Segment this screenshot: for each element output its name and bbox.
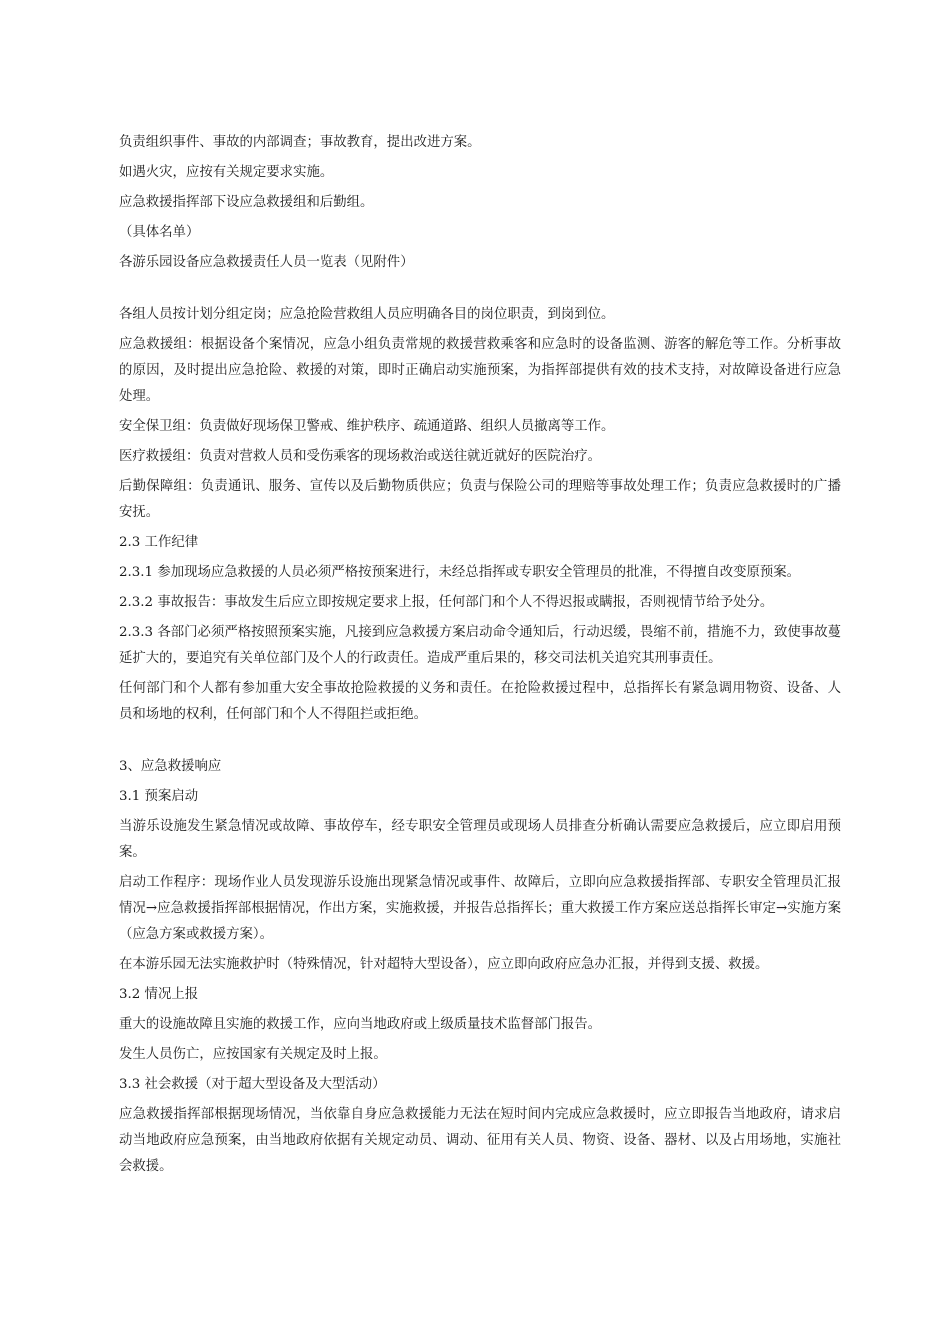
paragraph: 任何部门和个人都有参加重大安全事故抢险救援的义务和责任。在抢险救援过程中，总指挥长有紧急调用物资、设备、人员和场地的权利，任何部门和个人不得阻拦或拒绝。 xyxy=(119,681,841,722)
paragraph: 各游乐园设备应急救援责任人员一览表（见附件） xyxy=(119,255,414,270)
paragraph: 应急救援指挥部下设应急救援组和后勤组。 xyxy=(119,195,374,210)
paragraph: 安全保卫组：负责做好现场保卫警戒、维护秩序、疏通道路、组织人员撤离等工作。 xyxy=(119,419,615,434)
section-heading: 2.3 工作纪律 xyxy=(119,535,199,550)
blank-line xyxy=(119,280,841,302)
paragraph: 各组人员按计划分组定岗；应急抢险营救组人员应明确各目的岗位职责，到岗到位。 xyxy=(119,307,615,322)
paragraph: 在本游乐园无法实施救护时（特殊情况，针对超特大型设备），应立即向政府应急办汇报，并得到支援、救援。 xyxy=(119,957,769,972)
paragraph: 2.3.1 参加现场应急救援的人员必须严格按预案进行，未经总指挥或专职安全管理员的批准，不得擅自改变原预案。 xyxy=(119,565,801,580)
paragraph: 负责组织事件、事故的内部调查；事故教育，提出改进方案。 xyxy=(119,135,481,150)
document-body xyxy=(119,130,841,1184)
paragraph: 重大的设施故障且实施的救援工作，应向当地政府或上级质量技术监督部门报告。 xyxy=(119,1017,602,1032)
paragraph: （具体名单） xyxy=(119,225,200,240)
paragraph: 后勤保障组：负责通讯、服务、宣传以及后勤物质供应；负责与保险公司的理赔等事故处理工作；负责应急救援时的广播安抚。 xyxy=(119,479,841,520)
paragraph: 如遇火灾，应按有关规定要求实施。 xyxy=(119,165,334,180)
paragraph: 应急救援指挥部根据现场情况，当依靠自身应急救援能力无法在短时间内完成应急救援时，应立即报告当地政府，请求启动当地政府应急预案，由当地政府依据有关规定动员、调动、征用有关人员、物资、设备、器材、以及占用场地，实施社会救援。 xyxy=(119,1107,841,1174)
blank-line xyxy=(119,732,841,754)
paragraph: 应急救援组：根据设备个案情况，应急小组负责常规的救援营救乘客和应急时的设备监测、游客的解危等工作。分析事故的原因，及时提出应急抢险、救援的对策，即时正确启动实施预案，为指挥部提供有效的技术支持，对故障设备进行应急处理。 xyxy=(119,337,841,404)
paragraph: 启动工作程序：现场作业人员发现游乐设施出现紧急情况或事件、故障后，立即向应急救援指挥部、专职安全管理员汇报情况→应急救援指挥部根据情况，作出方案，实施救援，并报告总指挥长；重大救援工作方案应送总指挥长审定→实施方案（应急方案或救援方案）。 xyxy=(119,875,841,942)
section-heading: 3.3 社会救援（对于超大型设备及大型活动） xyxy=(119,1077,386,1092)
paragraph: 2.3.2 事故报告：事故发生后应立即按规定要求上报，任何部门和个人不得迟报或瞒报，否则视情节给予处分。 xyxy=(119,595,774,610)
paragraph: 发生人员伤亡，应按国家有关规定及时上报。 xyxy=(119,1047,387,1062)
paragraph: 医疗救援组：负责对营救人员和受伤乘客的现场救治或送往就近就好的医院治疗。 xyxy=(119,449,602,464)
section-heading: 3.1 预案启动 xyxy=(119,789,199,804)
paragraph: 2.3.3 各部门必须严格按照预案实施，凡接到应急救援方案启动命令通知后，行动迟缓，畏缩不前，措施不力，致使事故蔓延扩大的，要追究有关单位部门及个人的行政责任。造成严重后果的，移交司法机关追究其刑事责任。 xyxy=(119,625,841,666)
section-heading: 3.2 情况上报 xyxy=(119,987,199,1002)
section-heading: 3、应急救援响应 xyxy=(119,759,222,774)
paragraph: 当游乐设施发生紧急情况或故障、事故停车，经专职安全管理员或现场人员排查分析确认需要应急救援后，应立即启用预案。 xyxy=(119,819,841,860)
